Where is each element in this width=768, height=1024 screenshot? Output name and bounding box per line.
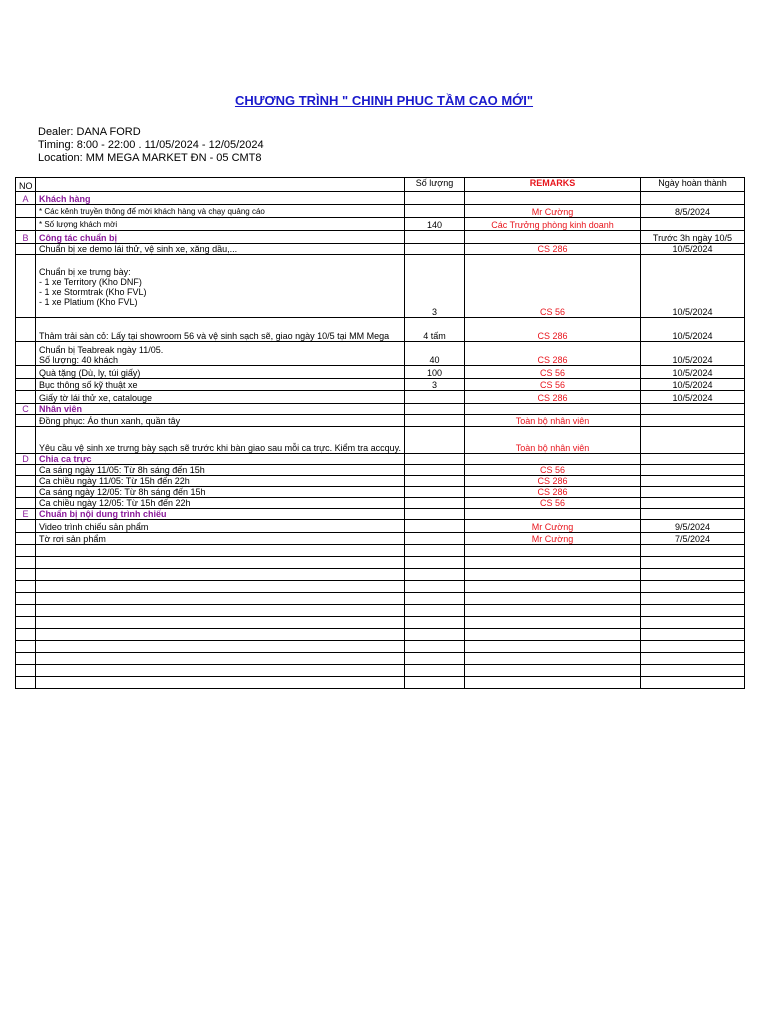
cell-no	[16, 427, 36, 454]
cell-item	[36, 605, 405, 617]
cell-item: Khách hàng	[36, 192, 405, 205]
cell-quantity	[405, 581, 465, 593]
table-row	[16, 476, 745, 487]
cell-remarks: CS 56	[465, 255, 641, 318]
cell-remarks	[465, 617, 641, 629]
cell-quantity	[405, 231, 465, 244]
cell-quantity	[405, 593, 465, 605]
cell-quantity	[405, 677, 465, 689]
cell-remarks	[465, 231, 641, 244]
cell-quantity	[405, 605, 465, 617]
cell-completion-date: 10/5/2024	[641, 379, 745, 391]
cell-no	[16, 366, 36, 379]
table-row	[16, 427, 745, 454]
cell-remarks	[465, 653, 641, 665]
cell-no	[16, 641, 36, 653]
header-remarks: REMARKS	[465, 178, 641, 192]
cell-completion-date: 8/5/2024	[641, 205, 745, 218]
cell-remarks	[465, 509, 641, 520]
empty-row	[16, 569, 745, 581]
cell-remarks	[465, 557, 641, 569]
cell-no	[16, 569, 36, 581]
cell-completion-date	[641, 218, 745, 231]
cell-no	[16, 205, 36, 218]
empty-row	[16, 581, 745, 593]
cell-item: Chuẩn bị Teabreak ngày 11/05. Số lượng: 40 khách	[36, 342, 405, 366]
table-row	[16, 415, 745, 427]
cell-completion-date	[641, 415, 745, 427]
cell-remarks	[465, 545, 641, 557]
cell-remarks	[465, 581, 641, 593]
table-row	[16, 342, 745, 366]
cell-no: A	[16, 192, 36, 205]
cell-completion-date	[641, 677, 745, 689]
cell-remarks: CS 56	[465, 379, 641, 391]
cell-completion-date	[641, 404, 745, 415]
cell-remarks: CS 56	[465, 498, 641, 509]
cell-item	[36, 677, 405, 689]
cell-completion-date	[641, 581, 745, 593]
cell-quantity	[405, 244, 465, 255]
cell-remarks: Mr Cường	[465, 533, 641, 545]
cell-quantity	[405, 391, 465, 404]
section-row	[16, 192, 745, 205]
cell-item: Nhân viên	[36, 404, 405, 415]
cell-item: Ca chiều ngày 12/05: Từ 15h đến 22h	[36, 498, 405, 509]
cell-quantity	[405, 487, 465, 498]
cell-remarks: Toàn bộ nhân viên	[465, 415, 641, 427]
empty-row	[16, 665, 745, 677]
cell-quantity: 40	[405, 342, 465, 366]
cell-remarks: CS 56	[465, 465, 641, 476]
empty-row	[16, 653, 745, 665]
cell-item	[36, 593, 405, 605]
section-row	[16, 454, 745, 465]
timing-line: Timing: 8:00 - 22:00 . 11/05/2024 - 12/05/2024	[38, 139, 264, 151]
cell-remarks	[465, 665, 641, 677]
empty-row	[16, 677, 745, 689]
cell-item	[36, 557, 405, 569]
empty-row	[16, 641, 745, 653]
cell-item: Tờ rơi sản phẩm	[36, 533, 405, 545]
cell-completion-date	[641, 617, 745, 629]
cell-no	[16, 545, 36, 557]
cell-completion-date	[641, 192, 745, 205]
cell-remarks: CS 286	[465, 244, 641, 255]
cell-remarks	[465, 629, 641, 641]
cell-item: * Các kênh truyền thông để mời khách hàng và chạy quảng cáo	[36, 205, 405, 218]
cell-remarks: CS 286	[465, 487, 641, 498]
cell-completion-date: Trước 3h ngày 10/5	[641, 231, 745, 244]
cell-quantity	[405, 192, 465, 205]
table-row	[16, 533, 745, 545]
cell-no	[16, 581, 36, 593]
cell-quantity: 140	[405, 218, 465, 231]
cell-quantity	[405, 427, 465, 454]
cell-no	[16, 487, 36, 498]
cell-item: Chuẩn bị nội dung trình chiếu	[36, 509, 405, 520]
cell-no	[16, 557, 36, 569]
cell-completion-date	[641, 427, 745, 454]
cell-completion-date: 10/5/2024	[641, 318, 745, 342]
header-quantity: Số lượng	[405, 178, 465, 192]
empty-row	[16, 605, 745, 617]
cell-item: Chia ca trực	[36, 454, 405, 465]
cell-remarks	[465, 454, 641, 465]
cell-quantity	[405, 465, 465, 476]
cell-remarks: Mr Cường	[465, 520, 641, 533]
empty-row	[16, 557, 745, 569]
header-no: NO	[16, 178, 36, 192]
cell-no	[16, 244, 36, 255]
cell-completion-date	[641, 569, 745, 581]
cell-quantity: 100	[405, 366, 465, 379]
cell-remarks	[465, 404, 641, 415]
cell-item: Chuẩn bị xe demo lái thử, vệ sinh xe, xăng dầu,...	[36, 244, 405, 255]
cell-item: Ca sáng ngày 11/05: Từ 8h sáng đến 15h	[36, 465, 405, 476]
cell-completion-date	[641, 653, 745, 665]
task-table	[15, 177, 745, 689]
cell-item: Thảm trải sàn cỏ: Lấy tại showroom 56 và vệ sinh sạch sẽ, giao ngày 10/5 tại MM Mega	[36, 318, 405, 342]
cell-completion-date	[641, 557, 745, 569]
cell-completion-date: 9/5/2024	[641, 520, 745, 533]
cell-quantity	[405, 545, 465, 557]
cell-no	[16, 318, 36, 342]
cell-item: Bục thông số kỹ thuật xe	[36, 379, 405, 391]
table-row	[16, 218, 745, 231]
cell-completion-date	[641, 498, 745, 509]
cell-remarks: CS 286	[465, 318, 641, 342]
cell-item	[36, 641, 405, 653]
dealer-line: Dealer: DANA FORD	[38, 126, 141, 138]
cell-completion-date	[641, 487, 745, 498]
table-row	[16, 520, 745, 533]
cell-quantity	[405, 404, 465, 415]
cell-quantity: 3	[405, 379, 465, 391]
cell-no: C	[16, 404, 36, 415]
cell-item: * Số lượng khách mời	[36, 218, 405, 231]
table-row	[16, 498, 745, 509]
table-row	[16, 244, 745, 255]
cell-no	[16, 379, 36, 391]
cell-no	[16, 476, 36, 487]
cell-quantity	[405, 653, 465, 665]
cell-completion-date: 10/5/2024	[641, 342, 745, 366]
cell-no	[16, 520, 36, 533]
cell-no	[16, 342, 36, 366]
cell-completion-date: 10/5/2024	[641, 366, 745, 379]
cell-completion-date	[641, 629, 745, 641]
cell-completion-date	[641, 593, 745, 605]
cell-no	[16, 533, 36, 545]
cell-quantity	[405, 509, 465, 520]
cell-remarks: Mr Cường	[465, 205, 641, 218]
cell-item	[36, 581, 405, 593]
table-row	[16, 391, 745, 404]
cell-no	[16, 665, 36, 677]
cell-item	[36, 653, 405, 665]
cell-remarks	[465, 605, 641, 617]
cell-item: Video trình chiếu sản phẩm	[36, 520, 405, 533]
cell-quantity	[405, 454, 465, 465]
empty-row	[16, 617, 745, 629]
cell-remarks	[465, 569, 641, 581]
cell-no	[16, 629, 36, 641]
cell-quantity: 4 tấm	[405, 318, 465, 342]
table-row	[16, 487, 745, 498]
cell-item: Công tác chuẩn bị	[36, 231, 405, 244]
cell-no	[16, 677, 36, 689]
cell-no	[16, 218, 36, 231]
cell-no	[16, 255, 36, 318]
cell-no	[16, 465, 36, 476]
empty-row	[16, 593, 745, 605]
cell-no: E	[16, 509, 36, 520]
cell-completion-date: 10/5/2024	[641, 255, 745, 318]
cell-item	[36, 569, 405, 581]
cell-item: Giấy tờ lái thử xe, catalouge	[36, 391, 405, 404]
cell-item	[36, 665, 405, 677]
empty-row	[16, 629, 745, 641]
cell-remarks	[465, 192, 641, 205]
cell-no	[16, 498, 36, 509]
section-row	[16, 231, 745, 244]
location-line: Location: MM MEGA MARKET ĐN - 05 CMT8	[38, 152, 262, 164]
cell-remarks: CS 286	[465, 476, 641, 487]
cell-quantity	[405, 533, 465, 545]
cell-quantity	[405, 498, 465, 509]
cell-remarks: CS 286	[465, 342, 641, 366]
cell-quantity	[405, 617, 465, 629]
cell-remarks	[465, 677, 641, 689]
cell-item: Ca chiều ngày 11/05: Từ 15h đến 22h	[36, 476, 405, 487]
cell-completion-date	[641, 454, 745, 465]
cell-remarks	[465, 641, 641, 653]
empty-row	[16, 545, 745, 557]
cell-completion-date: 7/5/2024	[641, 533, 745, 545]
cell-no	[16, 593, 36, 605]
header-item	[36, 178, 405, 192]
cell-item: Chuẩn bị xe trưng bày: - 1 xe Territory (Kho DNF) - 1 xe Stormtrak (Kho FVL) - 1 xe Platium (Kho FVL)	[36, 255, 405, 318]
cell-quantity	[405, 629, 465, 641]
table-row	[16, 255, 745, 318]
cell-quantity	[405, 665, 465, 677]
table-row	[16, 379, 745, 391]
cell-remarks	[465, 593, 641, 605]
cell-no	[16, 391, 36, 404]
table-row	[16, 205, 745, 218]
cell-quantity	[405, 520, 465, 533]
cell-item: Yêu cầu vệ sinh xe trưng bày sạch sẽ trước khi bàn giao sau mỗi ca trực. Kiểm tra accquy.	[36, 427, 405, 454]
cell-quantity	[405, 641, 465, 653]
cell-remarks: CS 56	[465, 366, 641, 379]
cell-completion-date	[641, 665, 745, 677]
cell-completion-date	[641, 605, 745, 617]
cell-item: Quà tặng (Dù, ly, túi giấy)	[36, 366, 405, 379]
cell-quantity	[405, 476, 465, 487]
cell-quantity	[405, 557, 465, 569]
cell-quantity: 3	[405, 255, 465, 318]
header-completion-date: Ngày hoàn thành	[641, 178, 745, 192]
cell-item: Ca sáng ngày 12/05: Từ 8h sáng đến 15h	[36, 487, 405, 498]
cell-quantity	[405, 569, 465, 581]
cell-completion-date	[641, 545, 745, 557]
table-row	[16, 366, 745, 379]
cell-completion-date	[641, 509, 745, 520]
document-title: CHƯƠNG TRÌNH " CHINH PHUC TẦM CAO MỚI"	[234, 93, 534, 108]
cell-item	[36, 545, 405, 557]
section-row	[16, 404, 745, 415]
cell-no: B	[16, 231, 36, 244]
table-header-row	[16, 178, 745, 192]
table-row	[16, 318, 745, 342]
cell-completion-date	[641, 465, 745, 476]
cell-remarks: CS 286	[465, 391, 641, 404]
table-row	[16, 465, 745, 476]
cell-no	[16, 653, 36, 665]
cell-completion-date	[641, 476, 745, 487]
cell-completion-date: 10/5/2024	[641, 244, 745, 255]
cell-no	[16, 617, 36, 629]
cell-no: D	[16, 454, 36, 465]
cell-no	[16, 415, 36, 427]
section-row	[16, 509, 745, 520]
cell-completion-date	[641, 641, 745, 653]
cell-quantity	[405, 205, 465, 218]
cell-no	[16, 605, 36, 617]
cell-quantity	[405, 415, 465, 427]
cell-item: Đồng phục: Áo thun xanh, quần tây	[36, 415, 405, 427]
cell-remarks: Toàn bộ nhân viên	[465, 427, 641, 454]
cell-completion-date: 10/5/2024	[641, 391, 745, 404]
cell-remarks: Các Trưởng phòng kinh doanh	[465, 218, 641, 231]
cell-item	[36, 617, 405, 629]
cell-item	[36, 629, 405, 641]
